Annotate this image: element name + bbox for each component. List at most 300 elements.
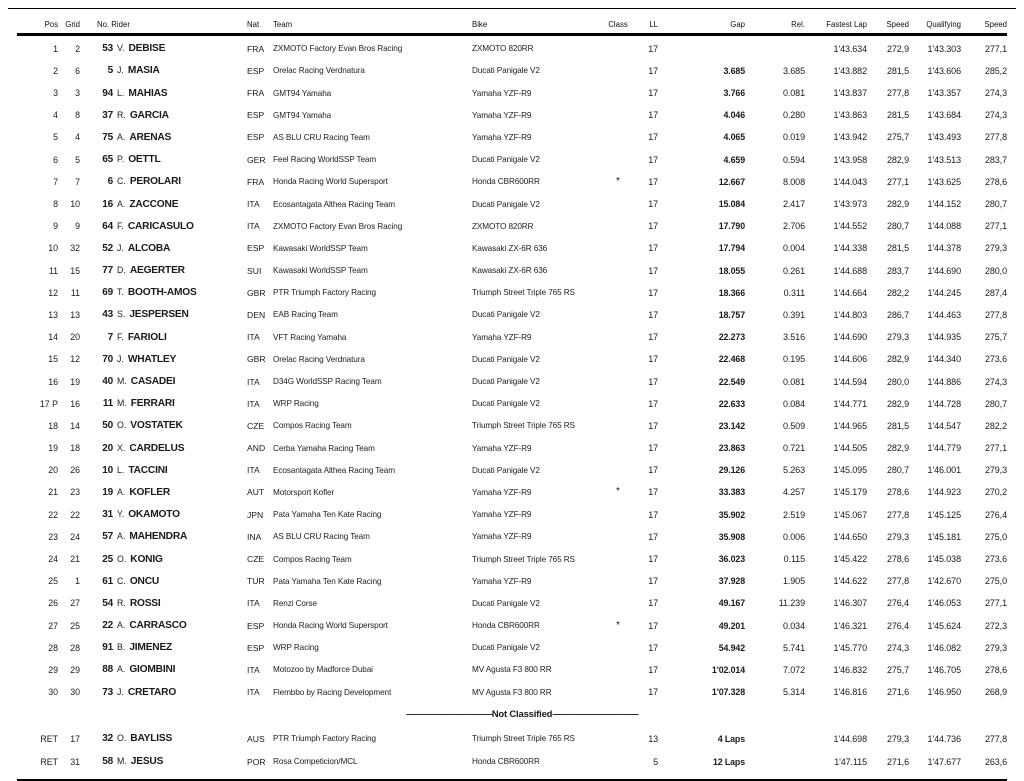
nationality-cell: FRA <box>247 88 265 99</box>
laps-cell: 17 <box>648 376 658 387</box>
nationality-cell: ESP <box>247 620 265 631</box>
bike-cell: Triumph Street Triple 765 RS <box>472 734 575 744</box>
qualifying-speed-cell: 274,3 <box>984 376 1007 387</box>
team-cell: Pata Yamaha Ten Kate Racing <box>273 576 382 586</box>
rider-number-cell: 57 <box>102 531 113 543</box>
header-grid: Grid <box>65 20 80 29</box>
position-cell: 6 <box>53 154 58 165</box>
rider-initial: A. <box>117 486 126 497</box>
team-cell: GMT94 Yamaha <box>273 88 332 98</box>
grid-cell: 22 <box>70 509 80 520</box>
table-row <box>0 237 1024 259</box>
table-row <box>0 171 1024 193</box>
qualifying-time-cell: 1'44.736 <box>927 733 961 744</box>
rider-name-cell <box>113 309 247 320</box>
bike-cell: Ducati Panigale V2 <box>472 598 540 608</box>
laps-cell: 13 <box>648 733 658 744</box>
laps-cell: 17 <box>648 465 658 476</box>
rider-surname: WHATLEY <box>127 353 177 365</box>
rider-initial: A. <box>117 620 126 631</box>
fastest-lap-speed-cell: 271,6 <box>886 756 909 767</box>
gap-cell: 29.126 <box>718 465 745 476</box>
rider-surname: VOSTATEK <box>130 420 183 432</box>
position-cell: 24 <box>48 554 58 564</box>
rider-number-cell: 88 <box>102 664 113 676</box>
bike-cell: Kawasaki ZX-6R 636 <box>472 243 548 253</box>
table-row <box>0 38 1024 60</box>
rider-initial: O. <box>117 420 127 431</box>
team-cell: Rosa Competicion/MCL <box>273 757 358 767</box>
table-row <box>0 104 1024 126</box>
rider-name-cell <box>113 176 247 187</box>
table-row <box>0 126 1024 148</box>
rider-surname: TACCINI <box>128 464 168 476</box>
rider-surname: FARIOLI <box>127 331 167 343</box>
relative-gap-cell: 0.261 <box>782 265 805 276</box>
grid-cell: 21 <box>70 554 80 564</box>
laps-cell: 17 <box>648 420 658 431</box>
rider-initial: J. <box>117 353 124 364</box>
laps-cell: 17 <box>648 354 658 365</box>
team-cell: PTR Triumph Factory Racing <box>273 288 376 298</box>
rider-surname: KONIG <box>130 553 163 565</box>
fastest-lap-cell: 1'46.307 <box>833 598 867 609</box>
gap-cell: 15.084 <box>718 199 745 209</box>
qualifying-time-cell: 1'43.625 <box>927 176 961 187</box>
bike-cell: Ducati Panigale V2 <box>472 66 540 76</box>
grid-cell: 31 <box>70 756 80 767</box>
team-cell: WRP Racing <box>273 643 319 653</box>
rider-name-cell <box>113 354 247 365</box>
nationality-cell: ITA <box>247 664 260 675</box>
laps-cell: 17 <box>648 132 658 143</box>
rider-name-cell <box>113 576 247 587</box>
team-cell: Honda Racing World Supersport <box>273 177 388 187</box>
bike-cell: MV Agusta F3 800 RR <box>472 687 552 697</box>
gap-cell: 37.928 <box>718 576 745 587</box>
rider-name-cell <box>113 88 247 99</box>
rider-name-cell <box>113 687 247 698</box>
qualifying-time-cell: 1'44.547 <box>927 420 961 431</box>
fastest-lap-cell: 1'44.664 <box>833 287 867 298</box>
bike-cell: Triumph Street Triple 765 RS <box>472 554 575 564</box>
fastest-lap-speed-cell: 282,9 <box>886 354 909 365</box>
rider-number-cell: 77 <box>102 265 113 277</box>
rider-number-cell: 25 <box>102 553 113 565</box>
rider-surname: ONCU <box>129 575 160 587</box>
laps-cell: 17 <box>648 88 658 99</box>
fastest-lap-cell: 1'44.803 <box>833 309 867 320</box>
nationality-cell: FRA <box>247 43 265 54</box>
gap-cell: 18.757 <box>718 309 745 320</box>
nationality-cell: TUR <box>247 576 265 587</box>
position-cell: 20 <box>48 465 58 476</box>
position-cell: 1 <box>53 43 58 54</box>
grid-cell: 14 <box>70 420 80 431</box>
bike-cell: ZXMOTO 820RR <box>472 44 534 54</box>
rider-surname: ALCOBA <box>127 242 171 254</box>
rider-initial: J. <box>117 242 124 253</box>
position-cell: 16 <box>48 376 58 387</box>
position-cell: 12 <box>48 287 58 298</box>
rider-number-cell: 50 <box>102 420 113 432</box>
rider-surname: GARCIA <box>129 109 169 121</box>
laps-cell: 17 <box>648 176 658 187</box>
position-cell: 13 <box>48 309 58 320</box>
rider-initial: M. <box>117 756 127 767</box>
position-cell: 23 <box>48 531 58 542</box>
fastest-lap-speed-cell: 277,1 <box>886 176 909 187</box>
rider-name-cell <box>113 154 247 165</box>
table-row <box>0 259 1024 281</box>
rider-name-cell <box>113 376 247 387</box>
fastest-lap-speed-cell: 280,7 <box>886 221 909 232</box>
rider-number-cell: 7 <box>107 331 113 343</box>
rider-surname: FERRARI <box>130 398 175 410</box>
rider-surname: JESUS <box>130 756 164 768</box>
qualifying-speed-cell: 280,0 <box>984 265 1007 276</box>
relative-gap-cell: 11.239 <box>778 598 805 609</box>
nationality-cell: INA <box>247 531 262 542</box>
rider-surname: BAYLISS <box>130 733 173 745</box>
position-cell: RET <box>40 733 58 744</box>
fastest-lap-cell: 1'44.338 <box>833 243 867 254</box>
gap-cell: 35.908 <box>718 531 745 542</box>
rider-surname: GIOMBINI <box>129 664 176 676</box>
relative-gap-cell: 7.072 <box>782 664 805 675</box>
grid-cell: 15 <box>70 265 80 276</box>
rider-name-cell <box>113 110 247 121</box>
table-row <box>0 193 1024 215</box>
bike-cell: Yamaha YZF-R9 <box>472 110 532 120</box>
rider-surname: MASIA <box>127 65 160 77</box>
bike-cell: Yamaha YZF-R9 <box>472 332 532 342</box>
rider-name-cell <box>113 65 247 76</box>
laps-cell: 17 <box>648 287 658 298</box>
laps-cell: 17 <box>648 243 658 254</box>
qualifying-time-cell: 1'44.923 <box>927 487 961 498</box>
rider-name-cell <box>113 132 247 143</box>
relative-gap-cell: 8.008 <box>782 176 805 187</box>
fastest-lap-cell: 1'45.770 <box>833 642 867 653</box>
rider-surname: JESPERSEN <box>129 309 189 321</box>
position-cell: 21 <box>48 487 58 498</box>
rider-initial: A. <box>117 131 126 142</box>
rider-surname: KOFLER <box>129 486 170 498</box>
rider-name-cell <box>113 531 247 542</box>
rider-surname: JIMENEZ <box>129 642 173 654</box>
qualifying-time-cell: 1'44.690 <box>927 265 961 276</box>
nationality-cell: GBR <box>247 287 266 298</box>
rider-number-cell: 43 <box>102 309 113 321</box>
fastest-lap-speed-cell: 281,5 <box>886 243 909 254</box>
fastest-lap-speed-cell: 278,6 <box>886 487 909 498</box>
team-cell: EAB Racing Team <box>273 310 338 320</box>
rider-surname: CASADEI <box>130 376 176 387</box>
gap-cell: 4.659 <box>723 154 745 165</box>
retired-rows <box>0 727 1024 773</box>
grid-cell: 1 <box>75 576 80 587</box>
table-row <box>0 82 1024 104</box>
team-cell: VFT Racing Yamaha <box>273 332 347 342</box>
rider-number-cell: 19 <box>102 486 113 498</box>
bike-cell: ZXMOTO 820RR <box>472 221 534 231</box>
laps-cell: 17 <box>648 110 658 121</box>
qualifying-time-cell: 1'44.088 <box>927 221 961 232</box>
position-cell: 8 <box>53 199 58 209</box>
fastest-lap-cell: 1'43.837 <box>833 88 867 99</box>
table-row <box>0 304 1024 326</box>
rider-initial: A. <box>117 198 126 209</box>
fastest-lap-cell: 1'44.690 <box>833 332 867 343</box>
header-rel: Rel. <box>791 20 805 29</box>
gap-cell: 17.790 <box>718 221 745 232</box>
laps-cell: 17 <box>648 487 658 498</box>
table-row <box>0 282 1024 304</box>
rider-initial: A. <box>117 531 126 542</box>
rider-number-cell: 10 <box>102 464 113 476</box>
table-row <box>0 415 1024 437</box>
rider-surname: CRETARO <box>127 686 177 698</box>
relative-gap-cell: 0.006 <box>782 531 805 542</box>
qualifying-speed-cell: 285,2 <box>984 65 1007 76</box>
bike-cell: Ducati Panigale V2 <box>472 377 540 386</box>
rider-name-cell <box>113 420 247 431</box>
bike-cell: Yamaha YZF-R9 <box>472 443 532 453</box>
rider-name-cell <box>113 509 247 520</box>
laps-cell: 17 <box>648 598 658 609</box>
rider-number-cell: 16 <box>102 198 113 210</box>
fastest-lap-speed-cell: 275,7 <box>886 132 909 143</box>
qualifying-speed-cell: 268,9 <box>984 687 1007 698</box>
header-fastest-lap: Fastest Lap <box>826 20 867 29</box>
qualifying-speed-cell: 277,1 <box>984 443 1007 454</box>
rider-initial: T. <box>117 287 124 298</box>
fastest-lap-speed-cell: 277,8 <box>886 509 909 520</box>
laps-cell: 5 <box>653 756 658 767</box>
nationality-cell: ESP <box>247 642 265 653</box>
fastest-lap-speed-cell: 283,7 <box>886 265 909 276</box>
nationality-cell: POR <box>247 756 266 767</box>
fastest-lap-cell: 1'44.698 <box>833 733 867 744</box>
fastest-lap-cell: 1'44.043 <box>833 176 867 187</box>
grid-cell: 30 <box>70 687 80 698</box>
relative-gap-cell: 3.516 <box>782 332 805 343</box>
rider-initial: D. <box>117 265 126 276</box>
relative-gap-cell: 0.081 <box>782 376 805 387</box>
team-cell: D34G WorldSSP Racing Team <box>273 377 382 386</box>
divider-dashes-right: –––––––––––––––––––– <box>552 708 638 720</box>
position-cell: 25 <box>48 576 58 587</box>
table-row <box>0 326 1024 348</box>
gap-cell: 18.366 <box>718 287 745 298</box>
rider-number-cell: 32 <box>102 733 113 745</box>
fastest-lap-speed-cell: 280,7 <box>886 465 909 476</box>
grid-cell: 8 <box>75 110 80 121</box>
fastest-lap-speed-cell: 282,9 <box>886 398 909 409</box>
laps-cell: 17 <box>648 664 658 675</box>
rider-surname: OETTL <box>128 154 161 166</box>
relative-gap-cell: 5.314 <box>782 687 805 698</box>
rider-name-cell <box>113 554 247 565</box>
qualifying-speed-cell: 279,3 <box>984 243 1007 254</box>
qualifying-speed-cell: 275,7 <box>984 332 1007 343</box>
team-cell: Cerba Yamaha Racing Team <box>273 443 375 453</box>
rider-surname: ROSSI <box>129 597 161 609</box>
table-row <box>0 727 1024 750</box>
laps-cell: 17 <box>648 265 658 276</box>
laps-cell: 17 <box>648 576 658 587</box>
fastest-lap-cell: 1'43.863 <box>833 110 867 121</box>
header-gap: Gap <box>730 20 745 29</box>
rider-number-cell: 22 <box>102 620 113 632</box>
position-cell: 27 <box>48 620 58 631</box>
rider-name-cell <box>113 598 247 609</box>
grid-cell: 27 <box>70 598 80 609</box>
gap-cell: 23.142 <box>718 420 745 431</box>
nationality-cell: CZE <box>247 420 265 431</box>
team-cell: Feel Racing WorldSSP Team <box>273 155 377 165</box>
fastest-lap-cell: 1'43.973 <box>833 199 867 209</box>
fastest-lap-cell: 1'45.095 <box>833 465 867 476</box>
table-row <box>0 348 1024 370</box>
qualifying-time-cell: 1'44.152 <box>927 199 961 209</box>
position-cell: 19 <box>48 443 58 454</box>
rider-name-cell <box>113 398 247 409</box>
bike-cell: Ducati Panigale V2 <box>472 155 540 165</box>
gap-cell: 1'02.014 <box>711 664 745 675</box>
table-row <box>0 459 1024 481</box>
bike-cell: Ducati Panigale V2 <box>472 310 540 320</box>
fastest-lap-speed-cell: 281,5 <box>886 420 909 431</box>
bike-cell: Ducati Panigale V2 <box>472 465 540 475</box>
relative-gap-cell: 0.311 <box>783 287 805 298</box>
qualifying-time-cell: 1'46.001 <box>927 465 961 476</box>
relative-gap-cell: 0.280 <box>782 110 805 121</box>
team-cell: Orelac Racing Verdnatura <box>273 354 365 364</box>
gap-cell: 36.023 <box>718 554 745 564</box>
qualifying-speed-cell: 277,8 <box>984 132 1007 143</box>
rider-name-cell <box>113 664 247 675</box>
position-cell: 17 P <box>39 398 58 409</box>
rider-initial: L. <box>117 87 125 98</box>
table-row <box>0 215 1024 237</box>
qualifying-time-cell: 1'43.357 <box>927 88 961 99</box>
rider-number-cell: 53 <box>102 43 113 55</box>
nationality-cell: AUT <box>247 487 265 498</box>
rider-number-cell: 11 <box>102 398 113 410</box>
fastest-lap-cell: 1'44.505 <box>833 443 867 454</box>
rider-initial: O. <box>117 733 127 744</box>
fastest-lap-speed-cell: 279,3 <box>886 332 909 343</box>
grid-cell: 7 <box>75 176 80 187</box>
qualifying-time-cell: 1'45.181 <box>927 531 961 542</box>
rider-initial: B. <box>117 642 126 653</box>
bike-cell: Yamaha YZF-R9 <box>472 487 532 497</box>
qualifying-speed-cell: 274,3 <box>984 110 1007 121</box>
gap-cell: 4.065 <box>723 132 745 143</box>
nationality-cell: DEN <box>247 309 266 320</box>
fastest-lap-cell: 1'43.634 <box>833 43 867 54</box>
gap-cell: 54.942 <box>718 642 745 653</box>
qualifying-speed-cell: 272,3 <box>984 620 1007 631</box>
fastest-lap-speed-cell: 280,0 <box>886 376 909 387</box>
grid-cell: 25 <box>70 620 80 631</box>
qualifying-time-cell: 1'44.886 <box>927 376 961 387</box>
position-cell: 9 <box>53 221 58 232</box>
bike-cell: Triumph Street Triple 765 RS <box>472 421 575 431</box>
rider-initial: M. <box>117 376 127 386</box>
bike-cell: Yamaha YZF-R9 <box>472 88 532 98</box>
rider-surname: ZACCONE <box>129 198 179 210</box>
table-row <box>0 526 1024 548</box>
rider-name-cell <box>113 332 247 343</box>
rider-surname: DEBISE <box>128 43 166 55</box>
rider-number-cell: 52 <box>102 242 113 254</box>
gap-cell: 3.685 <box>723 65 745 76</box>
table-row <box>0 659 1024 681</box>
bike-cell: Ducati Panigale V2 <box>472 643 540 653</box>
rider-initial: F. <box>117 331 124 342</box>
rider-surname: CARICASULO <box>127 220 194 232</box>
team-cell: ZXMOTO Factory Evan Bros Racing <box>273 44 403 54</box>
rider-name-cell <box>113 642 247 653</box>
laps-cell: 17 <box>648 154 658 165</box>
team-cell: Kawasaki WorldSSP Team <box>273 243 368 253</box>
team-cell: GMT94 Yamaha <box>273 110 332 120</box>
rider-number-cell: 91 <box>102 642 113 654</box>
bike-cell: Yamaha YZF-R9 <box>472 132 532 142</box>
nationality-cell: AND <box>247 443 266 454</box>
rider-number-cell: 94 <box>102 87 113 99</box>
nationality-cell: ITA <box>247 687 260 698</box>
rider-name-cell <box>113 287 247 298</box>
position-cell: 22 <box>48 509 58 520</box>
fastest-lap-speed-cell: 277,8 <box>886 576 909 587</box>
bike-cell: MV Agusta F3 800 RR <box>472 665 552 675</box>
qualifying-speed-cell: 278,6 <box>984 176 1007 187</box>
fastest-lap-speed-cell: 277,8 <box>886 88 909 99</box>
nationality-cell: GBR <box>247 354 266 365</box>
rider-name-cell <box>113 443 247 454</box>
rider-number-cell: 5 <box>107 65 113 77</box>
gap-cell: 49.167 <box>718 598 745 609</box>
gap-cell: 1'07.328 <box>711 687 745 698</box>
table-row <box>0 437 1024 459</box>
rider-number-cell: 20 <box>102 442 113 454</box>
position-cell: 15 <box>48 354 58 365</box>
fastest-lap-cell: 1'46.832 <box>833 664 867 675</box>
position-cell: 11 <box>48 265 58 276</box>
laps-cell: 17 <box>648 642 658 653</box>
team-cell: PTR Triumph Factory Racing <box>273 734 376 744</box>
bike-cell: Kawasaki ZX-6R 636 <box>472 266 548 276</box>
position-cell: 4 <box>53 110 58 121</box>
relative-gap-cell: 0.721 <box>782 443 805 454</box>
rider-number-cell: 54 <box>102 597 113 609</box>
laps-cell: 17 <box>648 443 658 454</box>
grid-cell: 23 <box>70 487 80 498</box>
bike-cell: Ducati Panigale V2 <box>472 399 540 409</box>
position-cell: 14 <box>48 332 58 343</box>
position-cell: 5 <box>53 132 58 143</box>
qualifying-speed-cell: 263,6 <box>984 756 1007 767</box>
bike-cell: Yamaha YZF-R9 <box>472 576 532 586</box>
fastest-lap-speed-cell: 286,7 <box>886 309 909 320</box>
grid-cell: 28 <box>70 642 80 653</box>
qualifying-time-cell: 1'45.125 <box>927 509 961 520</box>
fastest-lap-cell: 1'45.422 <box>833 554 867 564</box>
